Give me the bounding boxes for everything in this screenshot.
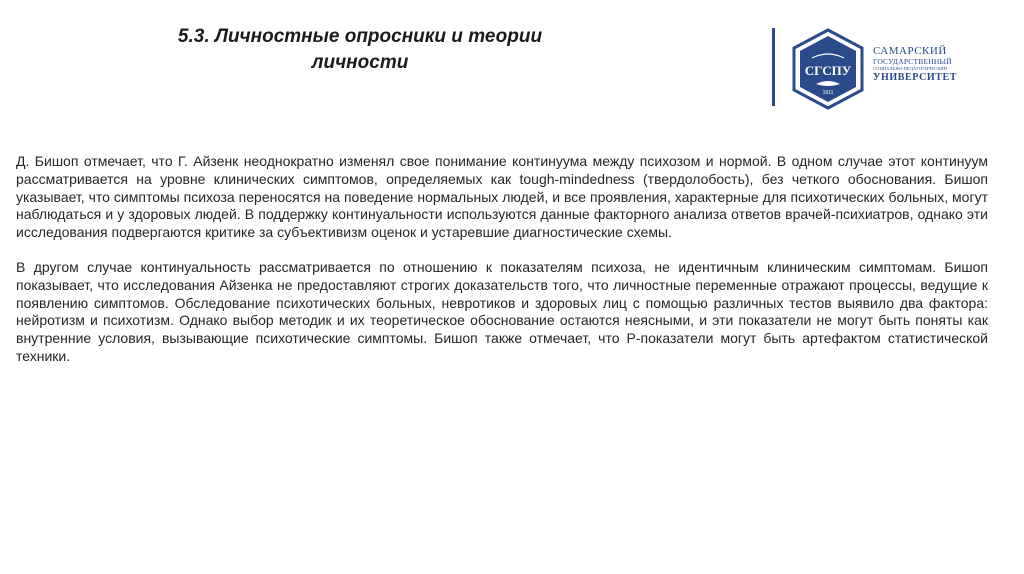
university-name-line-1: САМАРСКИЙ <box>873 45 947 57</box>
emblem-abbreviation: СГСПУ <box>804 63 852 78</box>
logo-divider <box>772 28 775 106</box>
slide-title-line-2: личности <box>311 52 409 73</box>
slide-title <box>140 24 580 76</box>
body-paragraph-2: В другом случае континуальность рассматривается по отношению к показателям психоза, не идентичным клиническим симптомам. Бишоп показывает, что исследования Айзенка не предоставляют строгих доказательств того, что личностные переменные отражают процессы, ведущие к появлению симптомов. Обследование психотических больных, невротиков и здоровых лиц с помощью различных тестов выявило два фактора: нейротизм и психотизм. Однако выбор методик и их теоретическое обоснование остаются неясными, и эти показатели не могут быть поняты как внутренние условия, вызывающие психотические симптомы. Бишоп также отмечает, что Р-показатели могут быть артефактом статистической техники. <box>16 258 988 364</box>
slide-body <box>16 153 988 383</box>
body-paragraph-1: Д. Бишоп отмечает, что Г. Айзенк неоднократно изменял свое понимание континуума между психозом и нормой. В одном случае этот континуум рассматривается на уровне клинических симптомов, определяемых как tough-mindedness (твердолобость), без четкого обоснования. Бишоп указывает, что симптомы психоза переносятся на поведение нормальных людей, и все проявления, характерные для психотических больных, могут наблюдаться и у здоровых людей. В поддержку континуальности используются данные факторного анализа ответов врачей-психиатров, однако эти исследования подвергаются критике за субъективизм оценок и устаревшие диагностические схемы. <box>16 153 988 241</box>
university-name-line-2: ГОСУДАРСТВЕННЫЙ <box>873 57 952 66</box>
university-logo-emblem <box>790 28 866 110</box>
emblem-year: 1911 <box>822 90 834 96</box>
slide-title-line-1: 5.3. Личностные опросники и теории <box>177 26 543 47</box>
university-name <box>873 45 983 84</box>
university-name-line-3: СОЦИАЛЬНО-ПЕДАГОГИЧЕСКИЙ <box>873 66 948 71</box>
university-name-line-4: УНИВЕРСИТЕТ <box>873 72 958 83</box>
